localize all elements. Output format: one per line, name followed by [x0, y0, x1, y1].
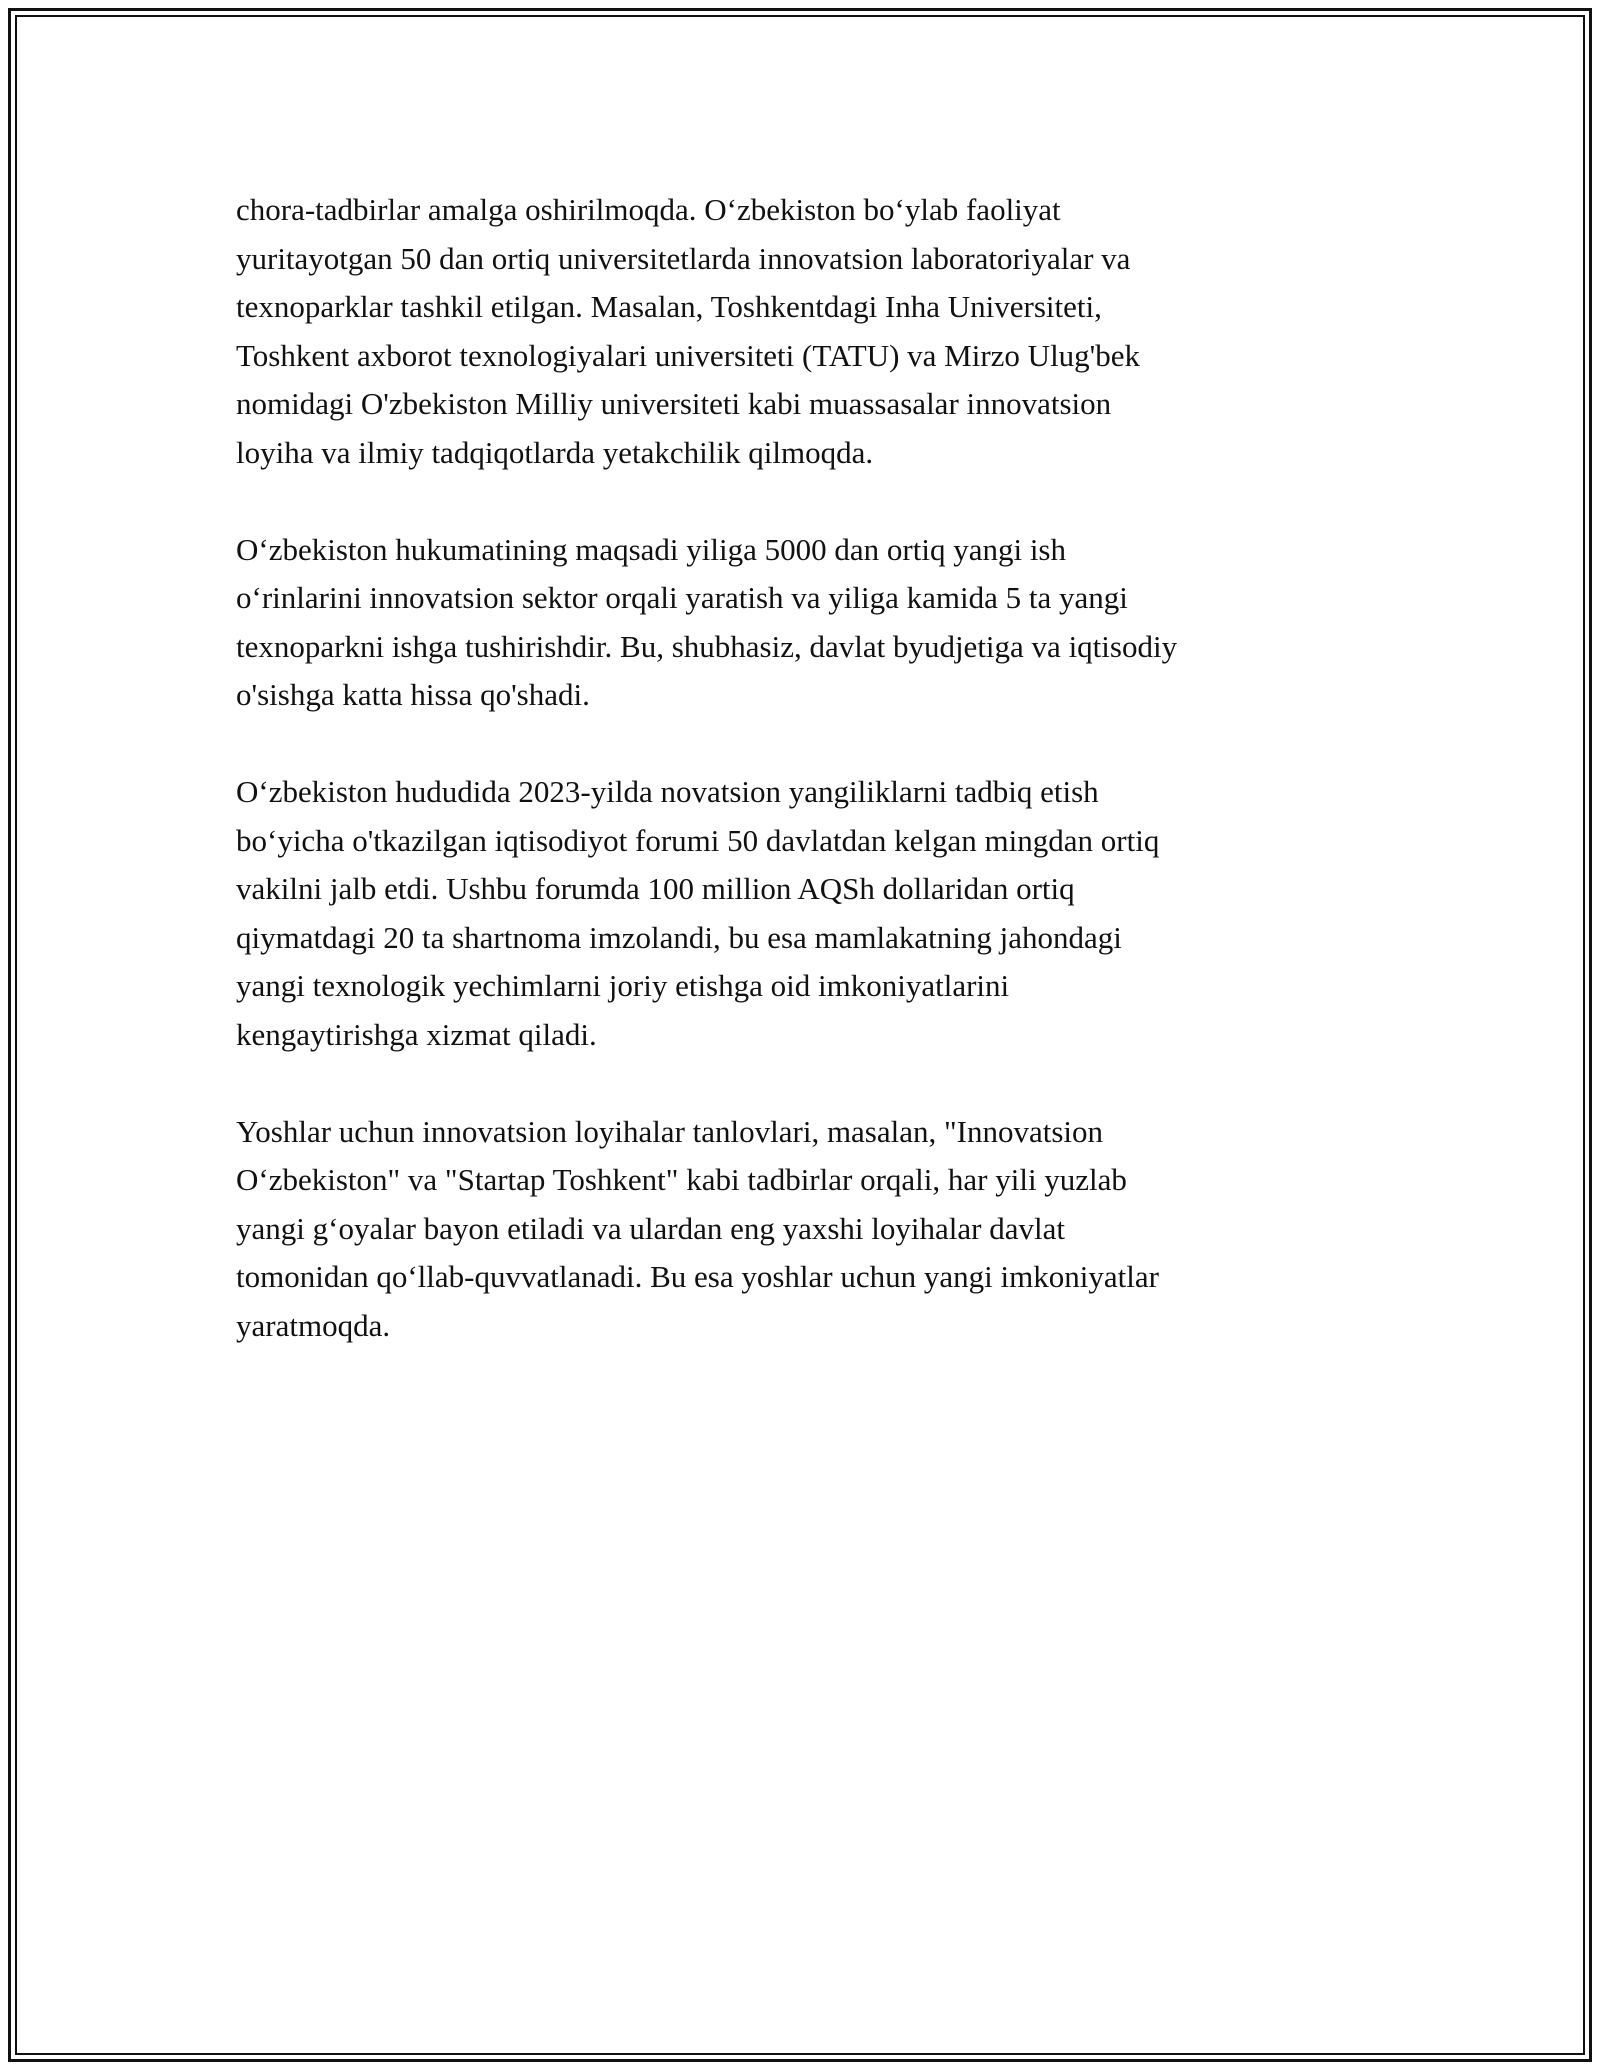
- paragraph-youth-competitions: Yoshlar uchun innovatsion loyihalar tanlovlari, masalan, "Innovatsion O‘zbekiston" va "Startap Toshkent" kabi tadbirlar orqali, har yili yuzlab yangi g‘oyalar bayon etiladi va ulardan eng yaxshi loyihalar davlat tomonidan qo‘llab-quvvatlanadi. Bu esa yoshlar uchun yangi imkoniyatlar yaratmoqda.: [236, 1113, 1159, 1343]
- paragraph-government-goals: O‘zbekiston hukumatining maqsadi yiliga 5000 dan ortiq yangi ish o‘rinlarini innovatsion sektor orqali yaratish va yiliga kamida 5 ta yangi texnoparkni ishga tushirishdir. Bu, shubhasiz, davlat byudjetiga va iqtisodiy o'sishga katta hissa qo'shadi.: [236, 531, 1178, 712]
- document-body: [236, 186, 1356, 1399]
- paragraph-universities: chora-tadbirlar amalga oshirilmoqda. O‘zbekiston bo‘ylab faoliyat yuritayotgan 50 dan ortiq universitetlarda innovatsion laboratoriyalar va texnoparklar tashkil etilgan. Masalan, Toshkentdagi Inha Universiteti, Toshkent axborot texnologiyalari universiteti (TATU) va Mirzo Ulug'bek nomidagi O'zbekiston Milliy universiteti kabi muassasalar innovatsion loyiha va ilmiy tadqiqotlarda yetakchilik qilmoqda.: [236, 192, 1141, 470]
- paragraph-economic-forum: O‘zbekiston hududida 2023-yilda novatsion yangiliklarni tadbiq etish bo‘yicha o'tkazilgan iqtisodiyot forumi 50 davlatdan kelgan mingdan ortiq vakilni jalb etdi. Ushbu forumda 100 million AQSh dollaridan ortiq qiymatdagi 20 ta shartnoma imzolandi, bu esa mamlakatning jahondagi yangi texnologik yechimlarni joriy etishga oid imkoniyatlarini kengaytirishga xizmat qiladi.: [236, 774, 1160, 1052]
